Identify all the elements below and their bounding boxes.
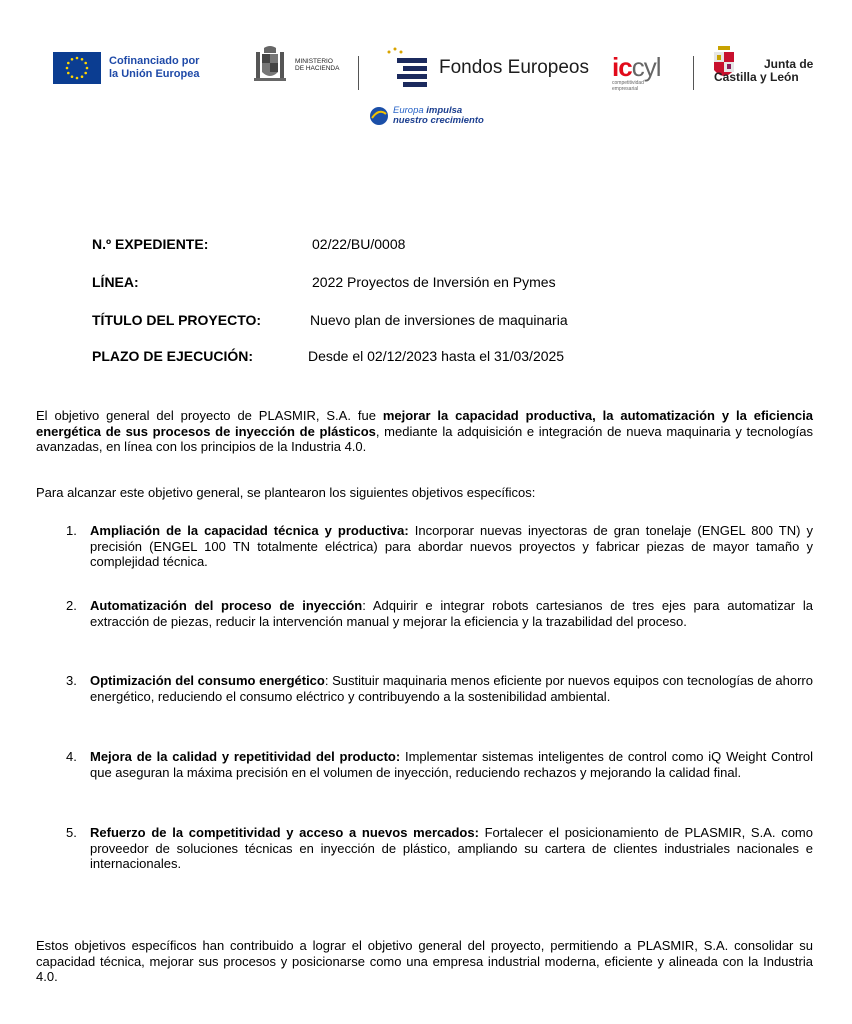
ministry-text xyxy=(295,58,339,73)
list-item-text xyxy=(90,598,813,629)
ministry-line1: MINISTERIO xyxy=(295,57,333,65)
list-item-body: Implementar sistemas inteligentes de control como iQ Weight Control que aseguran la máxima precisión en el volumen de inyección, reduciendo rechazos y mejorando la calidad final. xyxy=(90,749,814,780)
list-item-title: Ampliación de la capacidad técnica y productiva: xyxy=(90,523,409,538)
field-value: Nuevo plan de inversiones de maquinaria xyxy=(310,312,568,328)
iccyl-part2: cyl xyxy=(631,52,661,82)
junta-line1: Junta de xyxy=(764,57,814,71)
eu-logo-line1: Cofinanciado por xyxy=(109,55,200,67)
logo-divider xyxy=(358,56,359,90)
iccyl-logo xyxy=(612,52,661,92)
list-item-text xyxy=(90,673,813,704)
list-item-number: 3. xyxy=(66,673,77,688)
intro-text-bold: mejorar la capacidad productiva, la automatización y la eficiencia energética de sus procesos de inyección de plásticos xyxy=(36,408,813,439)
intro-text-after: , mediante la adquisición e integración de nueva maquinaria y tecnologías avanzadas, en línea con los principios de la Industria 4.0. xyxy=(36,423,813,455)
list-item-number: 2. xyxy=(66,598,77,613)
eu-logo-text xyxy=(109,55,199,81)
field-value: Desde el 02/12/2023 hasta el 31/03/2025 xyxy=(308,348,565,364)
iccyl-tagline-line1: competitividad xyxy=(612,80,644,86)
junta-text xyxy=(714,57,814,84)
objectives-intro: Para alcanzar este objetivo general, se plantearon los siguientes objetivos específicos: xyxy=(36,485,536,500)
europa-impulsa-icon xyxy=(369,106,389,126)
junta-castilla-leon-logo xyxy=(712,44,813,84)
field-value: 2022 Proyectos de Inversión en Pymes xyxy=(312,274,556,290)
field-label: N.º EXPEDIENTE: xyxy=(92,236,209,252)
intro-paragraph xyxy=(36,408,813,455)
iccyl-tagline-line2: empresarial xyxy=(612,86,639,92)
impulsa-line2: nuestro crecimiento xyxy=(393,115,484,126)
eu-logo-line2: la Unión Europea xyxy=(109,68,200,80)
junta-line2: Castilla y León xyxy=(714,70,799,84)
intro-text-before: El objetivo general del proyecto de PLASMIR, S.A. fue xyxy=(36,408,383,423)
field-label: LÍNEA: xyxy=(92,274,139,290)
fondos-europeos-logo xyxy=(383,46,589,90)
field-value: 02/22/BU/0008 xyxy=(312,236,406,252)
iccyl-wordmark xyxy=(612,52,661,82)
list-item-title: Automatización del proceso de inyección xyxy=(90,598,363,613)
fondos-europeos-label: Fondos Europeos xyxy=(439,57,589,78)
list-item-body: Fortalecer el posicionamiento de PLASMIR, S.A. como proveedor de soluciones técnicas en inyección de plástico, ampliando su cartera de clientes industriales nacionales e internacionales. xyxy=(90,825,813,872)
europa-impulsa-text xyxy=(393,106,484,126)
list-item-text xyxy=(90,523,813,570)
list-item-body: : Adquirir e integrar robots cartesianos de tres ejes para automatizar la extracción de piezas, reducir la intervención manual y mejorar la eficiencia y la trazabilidad del proceso. xyxy=(90,598,813,629)
field-label: PLAZO DE EJECUCIÓN: xyxy=(92,348,254,364)
ministerio-hacienda-logo xyxy=(250,44,339,86)
iccyl-part1: ic xyxy=(612,52,632,82)
eu-cofinancing-logo xyxy=(53,52,199,84)
list-item-body: Incorporar nuevas inyectoras de gran tonelaje (ENGEL 800 TN) y precisión (ENGEL 100 TN totalmente eléctrica) para abordar nuevos proyectos y fabricar piezas de mayor tamaño y complejidad técnica. xyxy=(90,523,813,570)
ministry-line2: DE HACIENDA xyxy=(295,65,340,72)
spain-coat-of-arms-icon xyxy=(250,44,290,86)
impulsa-word1: Europa xyxy=(393,105,424,116)
list-item-text xyxy=(90,825,813,872)
fondos-europeos-flag-icon xyxy=(383,46,429,90)
list-item-title: Optimización del consumo energético xyxy=(90,673,325,688)
field-label: TÍTULO DEL PROYECTO: xyxy=(92,312,262,328)
list-item-text xyxy=(90,749,813,780)
logo-divider xyxy=(693,56,694,90)
eu-flag-icon xyxy=(53,52,101,84)
list-item-number: 5. xyxy=(66,825,77,840)
impulsa-word2: impulsa xyxy=(426,105,463,116)
list-item-number: 4. xyxy=(66,749,77,764)
list-item-title: Mejora de la calidad y repetitividad del producto: xyxy=(90,749,401,764)
list-item-number: 1. xyxy=(66,523,77,538)
list-item-title: Refuerzo de la competitividad y acceso a nuevos mercados: xyxy=(90,825,479,840)
europa-impulsa-logo xyxy=(369,106,484,126)
list-item-body: : Sustituir maquinaria menos eficiente por nuevos equipos con tecnologías de ahorro energético, reduciendo el consumo eléctrico y contribuyendo a la sostenibilidad ambiental. xyxy=(90,673,813,704)
conclusion-paragraph: Estos objetivos específicos han contribuido a lograr el objetivo general del proyecto, permitiendo a PLASMIR, S.A. consolidar su capacidad técnica, mejorar sus procesos y posicionarse como una empresa industrial moderna, eficiente y alineada con la Industria 4.0. xyxy=(36,938,813,985)
